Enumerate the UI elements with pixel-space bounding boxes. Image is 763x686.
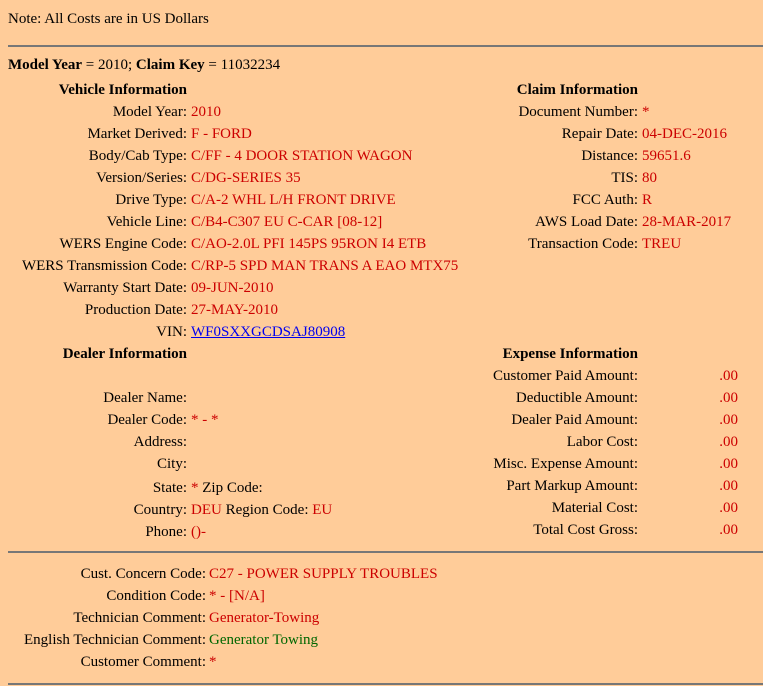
- claim-field-value: 28-MAR-2017: [642, 214, 732, 230]
- expense-field-label: Material Cost:: [551, 500, 638, 516]
- vehicle-field-value: C/AO-2.0L PFI 145PS 95RON I4 ETB: [191, 236, 427, 252]
- claim-field-label: TIS:: [611, 170, 638, 186]
- divider: [8, 683, 763, 685]
- expense-field-label: Deductible Amount:: [515, 390, 638, 406]
- dealer-code-value: * - *: [191, 412, 219, 428]
- currency-note: Note: All Costs are in US Dollars: [8, 11, 209, 27]
- dealer-phone-label: Phone:: [145, 524, 187, 540]
- dealer-country-label: Country:: [133, 502, 187, 518]
- comment-field-value: C27 - POWER SUPPLY TROUBLES: [209, 566, 438, 582]
- expense-field-label: Dealer Paid Amount:: [511, 412, 638, 428]
- expense-field-label: Misc. Expense Amount:: [493, 456, 638, 472]
- expense-field-value: .00: [719, 522, 738, 538]
- comment-field-value: Generator-Towing: [209, 610, 320, 626]
- model-year-label: Model Year: [8, 57, 83, 73]
- vehicle-field-value: C/RP-5 SPD MAN TRANS A EAO MTX75: [191, 258, 459, 274]
- vehicle-field-value: 09-JUN-2010: [191, 280, 274, 296]
- vehicle-field-value: C/B4-C307 EU C-CAR [08-12]: [191, 214, 383, 230]
- claim-field-label: FCC Auth:: [572, 192, 638, 208]
- comment-field-label: Cust. Concern Code:: [80, 566, 206, 582]
- vehicle-field-value: F - FORD: [191, 126, 252, 142]
- dealer-address-label: Address:: [133, 434, 187, 450]
- vehicle-field-label: Warranty Start Date:: [63, 280, 187, 296]
- expense-field-value: .00: [719, 456, 738, 472]
- claim-field-label: Repair Date:: [561, 126, 638, 142]
- vehicle-field-value: C/A-2 WHL L/H FRONT DRIVE: [191, 192, 396, 208]
- dealer-state-value: *: [191, 480, 199, 496]
- expense-field-label: Total Cost Gross:: [533, 522, 638, 538]
- claim-field-value: 80: [642, 170, 657, 186]
- claim-field-value: *: [642, 104, 650, 120]
- vehicle-field-value: 27-MAY-2010: [191, 302, 278, 318]
- dealer-code-label: Dealer Code:: [107, 412, 187, 428]
- expense-info-heading: Expense Information: [502, 346, 638, 362]
- vin-label: VIN:: [156, 324, 187, 340]
- expense-field-value: .00: [719, 500, 738, 516]
- claim-field-value: 59651.6: [642, 148, 691, 164]
- claim-field-label: Distance:: [581, 148, 638, 164]
- comment-field-label: Customer Comment:: [80, 654, 206, 670]
- claim-key-label: Claim Key: [135, 57, 205, 73]
- vin-link[interactable]: WF0SXXGCDSAJ80908: [191, 324, 346, 340]
- expense-field-value: .00: [719, 412, 738, 428]
- claim-field-label: Document Number:: [518, 104, 638, 120]
- vehicle-info-heading: Vehicle Information: [58, 82, 187, 98]
- claim-info-heading: Claim Information: [516, 82, 638, 98]
- divider: [8, 45, 763, 47]
- dealer-state-label: State:: [152, 480, 187, 496]
- comment-field-label: Condition Code:: [106, 588, 206, 604]
- model-year-value: 2010: [97, 57, 128, 73]
- dealer-city-label: City:: [156, 456, 187, 472]
- expense-field-label: Part Markup Amount:: [506, 478, 638, 494]
- dealer-zip-label: Zip Code:: [202, 480, 263, 496]
- claim-field-value: 04-DEC-2016: [642, 126, 727, 142]
- vehicle-field-label: Model Year:: [112, 104, 187, 120]
- comment-field-label: Technician Comment:: [73, 610, 206, 626]
- dealer-region-label: Region Code:: [225, 502, 309, 518]
- expense-field-value: .00: [719, 478, 738, 494]
- claim-summary: Model Year = 2010; Claim Key = 11032234: [8, 57, 281, 73]
- claim-field-value: R: [642, 192, 653, 208]
- dealer-phone-value: ()-: [191, 524, 206, 540]
- expense-field-label: Labor Cost:: [566, 434, 638, 450]
- vehicle-field-label: WERS Transmission Code:: [21, 258, 187, 274]
- vehicle-field-value: C/FF - 4 DOOR STATION WAGON: [191, 148, 413, 164]
- vehicle-field-label: WERS Engine Code:: [59, 236, 187, 252]
- vehicle-field-value: C/DG-SERIES 35: [191, 170, 301, 186]
- dealer-info-heading: Dealer Information: [62, 346, 187, 362]
- divider: [8, 551, 763, 553]
- vehicle-field-label: Vehicle Line:: [106, 214, 187, 230]
- claim-field-value: TREU: [642, 236, 682, 252]
- dealer-region-value: EU: [312, 502, 333, 518]
- vehicle-field-label: Version/Series:: [96, 170, 187, 186]
- comment-field-value: Generator Towing: [209, 632, 319, 648]
- expense-field-value: .00: [719, 434, 738, 450]
- vehicle-field-value: 2010: [191, 104, 221, 120]
- vehicle-field-label: Market Derived:: [87, 126, 187, 142]
- claim-field-label: AWS Load Date:: [535, 214, 638, 230]
- claim-key-value: 11032234: [220, 57, 281, 73]
- expense-field-label: Customer Paid Amount:: [492, 368, 638, 384]
- vehicle-field-label: Body/Cab Type:: [88, 148, 187, 164]
- comment-field-label: English Technician Comment:: [24, 632, 206, 648]
- expense-field-value: .00: [719, 368, 738, 384]
- comment-field-value: *: [209, 654, 217, 670]
- dealer-country-value: DEU: [191, 502, 222, 518]
- expense-field-value: .00: [719, 390, 738, 406]
- vehicle-field-label: Drive Type:: [115, 192, 187, 208]
- vehicle-field-label: Production Date:: [84, 302, 187, 318]
- dealer-name-label: Dealer Name:: [103, 390, 187, 406]
- comment-field-value: * - [N/A]: [209, 588, 265, 604]
- claim-field-label: Transaction Code:: [528, 236, 638, 252]
